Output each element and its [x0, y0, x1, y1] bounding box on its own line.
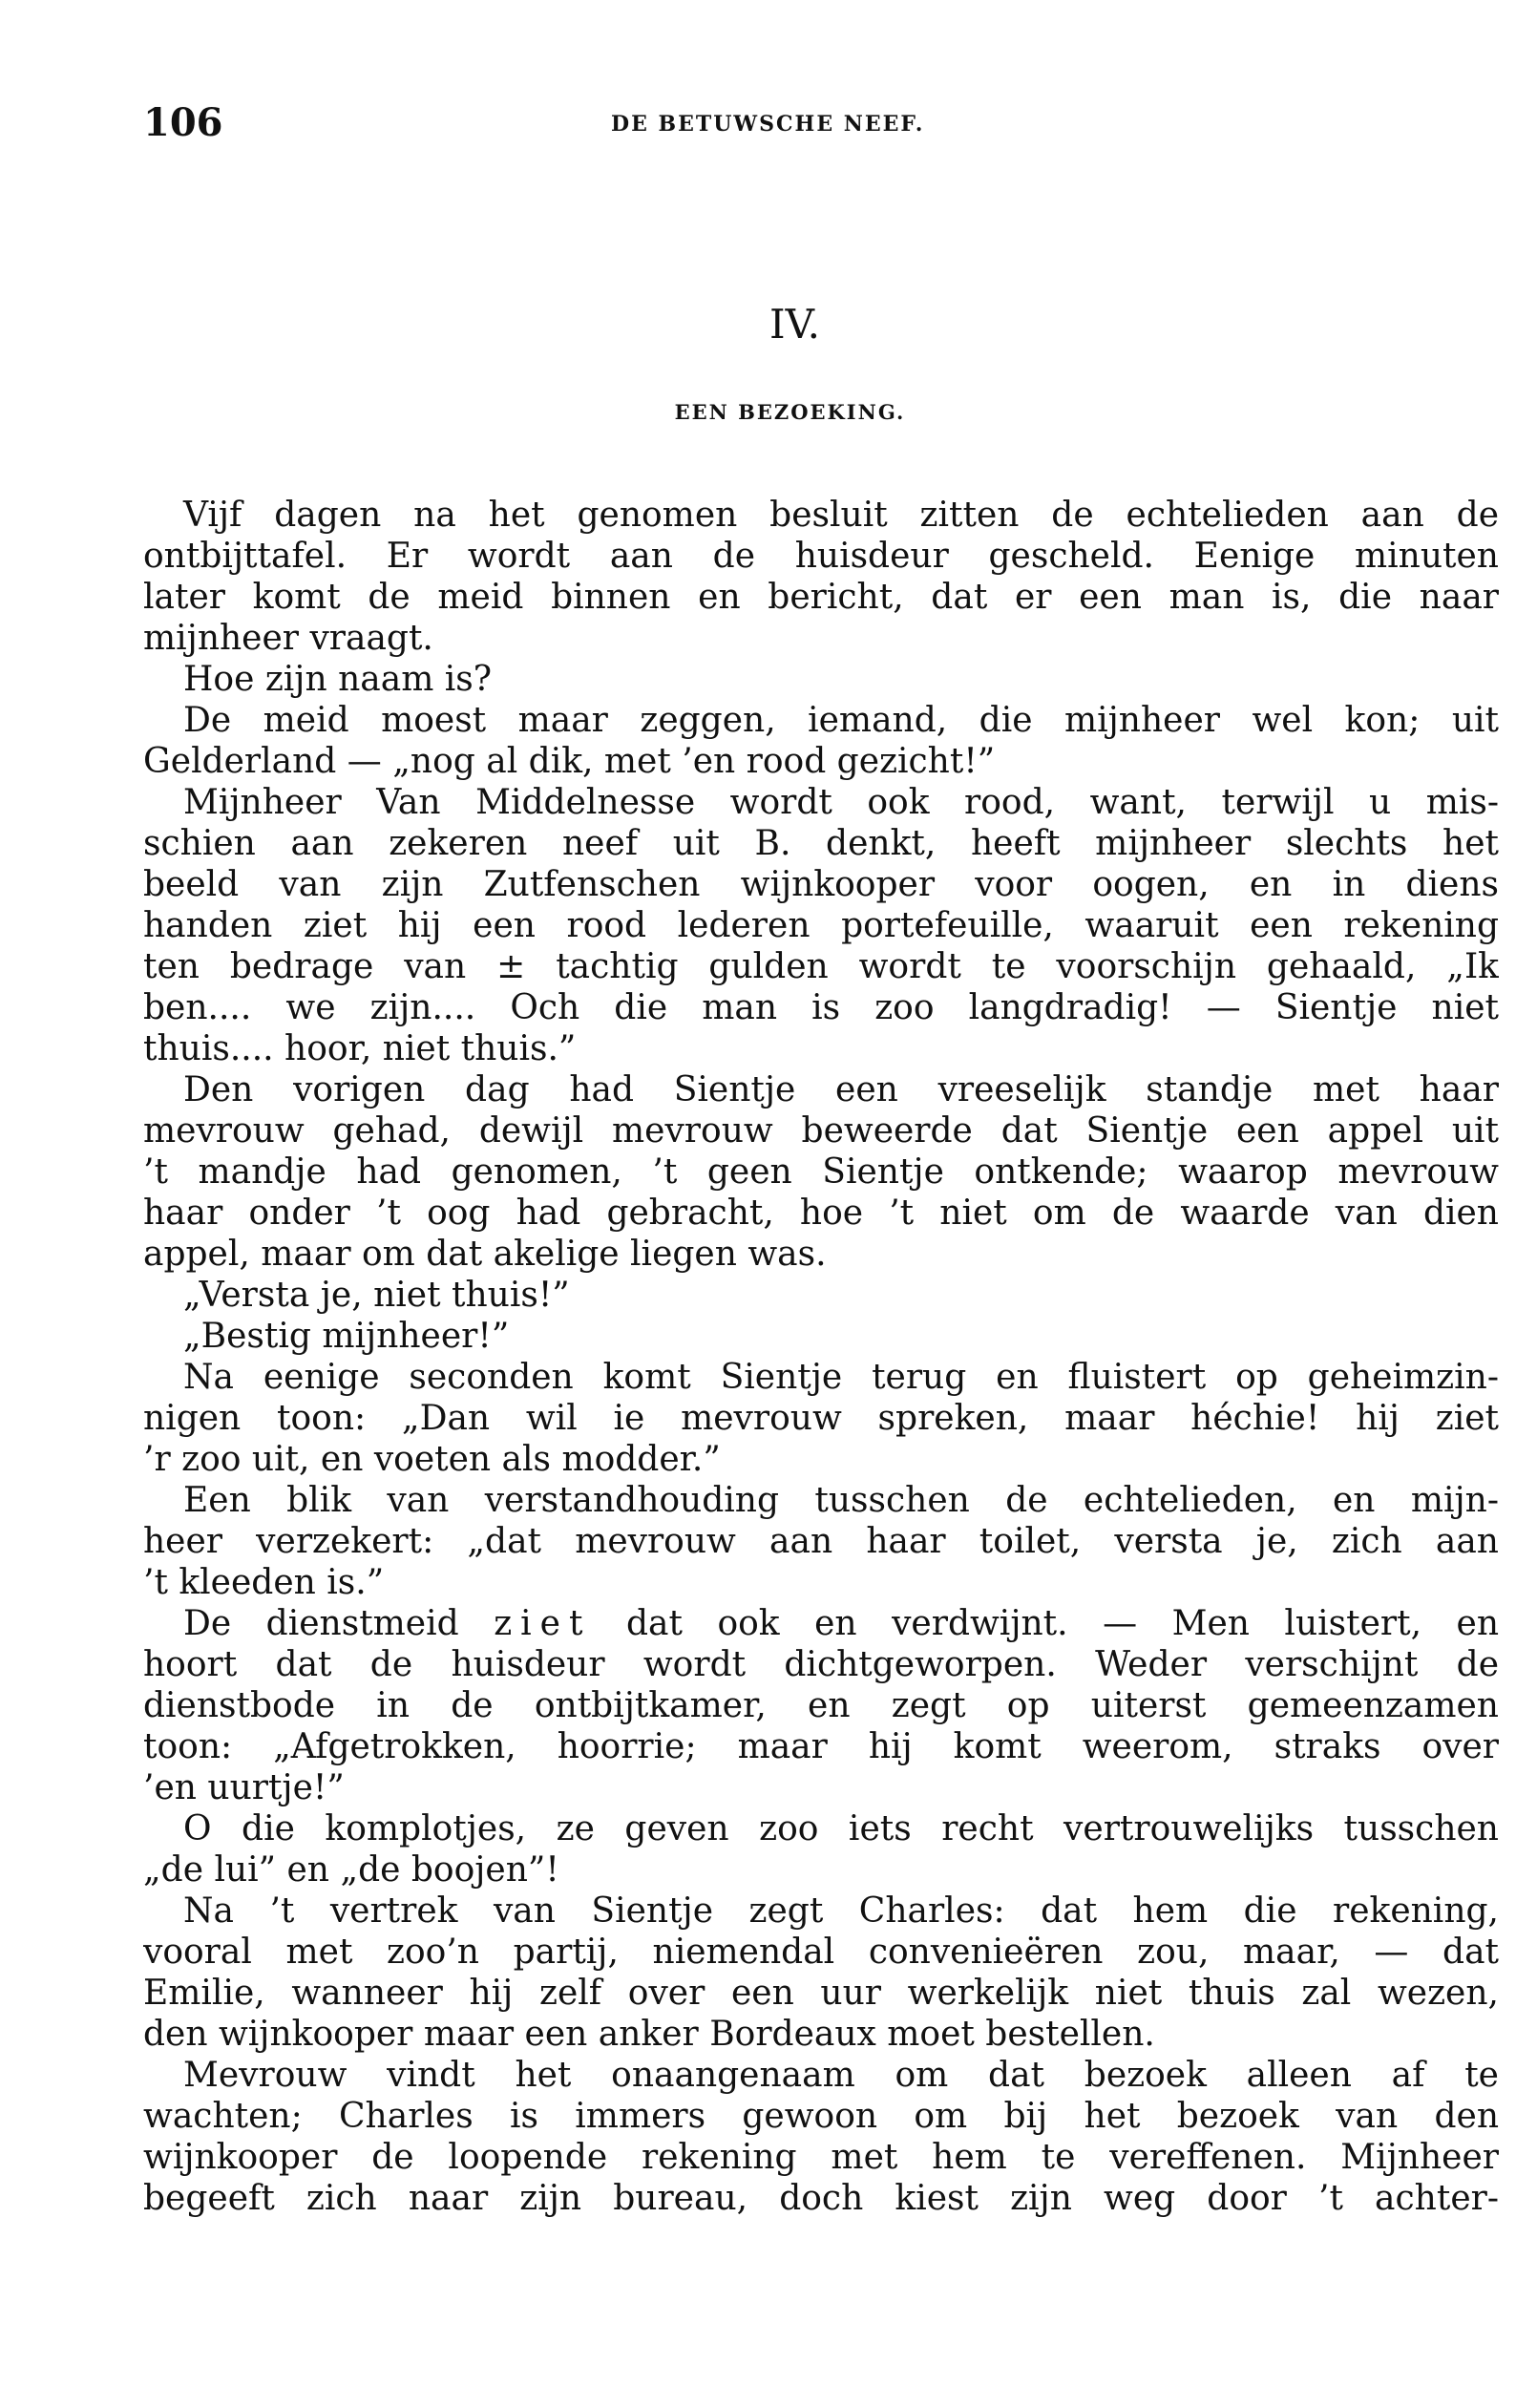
text-line: Na eenige seconden komt Sientje terug en fluistert op geheimzin-	[183, 1358, 1499, 1397]
page-number: 106	[143, 100, 223, 145]
text-line: Emilie, wanneer hij zelf over een uur werkelijk niet thuis zal wezen,	[143, 1974, 1499, 2013]
text-line: Vijf dagen na het genomen besluit zitten de echtelieden aan de	[183, 496, 1499, 535]
text-line: beeld van zijn Zutfenschen wijnkooper voor oogen, en in diens	[143, 865, 1499, 904]
text-line: mijnheer vraagt.	[143, 619, 433, 658]
text-line: later komt de meid binnen en bericht, dat er een man is, die naar	[143, 578, 1499, 617]
text-line: dienstbode in de ontbijtkamer, en zegt op uiterst gemeenzamen	[143, 1686, 1499, 1725]
text-line: schien aan zekeren neef uit B. denkt, heeft mijnheer slechts het	[143, 824, 1499, 863]
text-line: Na ’t vertrek van Sientje zegt Charles: dat hem die rekening,	[183, 1891, 1499, 1931]
text-line: begeeft zich naar zijn bureau, doch kiest zijn weg door ’t achter-	[143, 2179, 1499, 2218]
text-line: wachten; Charles is immers gewoon om bij het bezoek van den	[143, 2097, 1499, 2136]
text-line: haar onder ’t oog had gebracht, hoe ’t niet om de waarde van dien	[143, 1193, 1499, 1233]
chapter-title: EEN BEZOEKING.	[674, 400, 906, 424]
text-line: ontbijttafel. Er wordt aan de huisdeur gescheld. Eenige minuten	[143, 537, 1499, 576]
text-line: vooral met zoo’n partij, niemendal convenieëren zou, maar, — dat	[143, 1933, 1499, 1972]
text-line: wijnkooper de loopende rekening met hem te vereffenen. Mijnheer	[143, 2138, 1499, 2177]
text-line: thuis.... hoor, niet thuis.”	[143, 1029, 577, 1068]
text-line: „Bestig mijnheer!”	[183, 1317, 510, 1356]
text-line: ten bedrage van ± tachtig gulden wordt te voorschijn gehaald, „Ik	[143, 947, 1499, 986]
text-line: toon: „Afgetrokken, hoorrie; maar hij komt weerom, straks over	[143, 1727, 1499, 1766]
spaced-word: ziet	[494, 1604, 592, 1643]
text-line: De meid moest maar zeggen, iemand, die mijnheer wel kon; uit	[183, 701, 1499, 740]
text-line: Een blik van verstandhouding tusschen de echtelieden, en mijn-	[183, 1481, 1499, 1520]
text-fragment: dat ook en verdwijnt. — Men luistert, en	[625, 1604, 1499, 1643]
text-line: ’t mandje had genomen, ’t geen Sientje ontkende; waarop mevrouw	[143, 1152, 1499, 1192]
running-head	[143, 99, 1489, 147]
body-text	[143, 495, 1499, 2219]
text-line: ben.... we zijn.... Och die man is zoo langdradig! — Sientje niet	[143, 988, 1499, 1027]
text-line: Hoe zijn naam is?	[183, 660, 493, 699]
text-line	[143, 1603, 1499, 1644]
chapter-number: IV.	[769, 301, 820, 348]
text-line: mevrouw gehad, dewijl mevrouw beweerde dat Sientje een appel uit	[143, 1111, 1499, 1151]
text-line: nigen toon: „Dan wil ie mevrouw spreken, maar héchie! hij ziet	[143, 1399, 1499, 1438]
text-line: heer verzekert: „dat mevrouw aan haar toilet, versta je, zich aan	[143, 1522, 1499, 1561]
text-line: hoort dat de huisdeur wordt dichtgeworpen. Weder verschijnt de	[143, 1645, 1499, 1684]
text-line: „de lui” en „de boojen”!	[143, 1850, 559, 1890]
text-line: ’r zoo uit, en voeten als modder.”	[143, 1440, 721, 1479]
text-fragment: De dienstmeid	[183, 1604, 459, 1643]
text-line: Gelderland — „nog al dik, met ’en rood gezicht!”	[143, 742, 996, 781]
text-line: „Versta je, niet thuis!”	[183, 1276, 570, 1315]
text-line: handen ziet hij een rood lederen portefeuille, waaruit een rekening	[143, 906, 1499, 945]
running-title: DE BETUWSCHE NEEF.	[611, 112, 925, 137]
text-line: Den vorigen dag had Sientje een vreeselijk standje met haar	[183, 1070, 1499, 1109]
text-line: Mevrouw vindt het onaangenaam om dat bezoek alleen af te	[183, 2056, 1499, 2095]
text-line: Mijnheer Van Middelnesse wordt ook rood, want, terwijl u mis-	[183, 783, 1499, 822]
text-line: O die komplotjes, ze geven zoo iets recht vertrouwelijks tusschen	[183, 1809, 1499, 1848]
text-line: ’t kleeden is.”	[143, 1563, 385, 1602]
text-line: ’en uurtje!”	[143, 1768, 345, 1807]
text-line: appel, maar om dat akelige liegen was.	[143, 1235, 827, 1274]
text-line: den wijnkooper maar een anker Bordeaux moet bestellen.	[143, 2015, 1155, 2054]
